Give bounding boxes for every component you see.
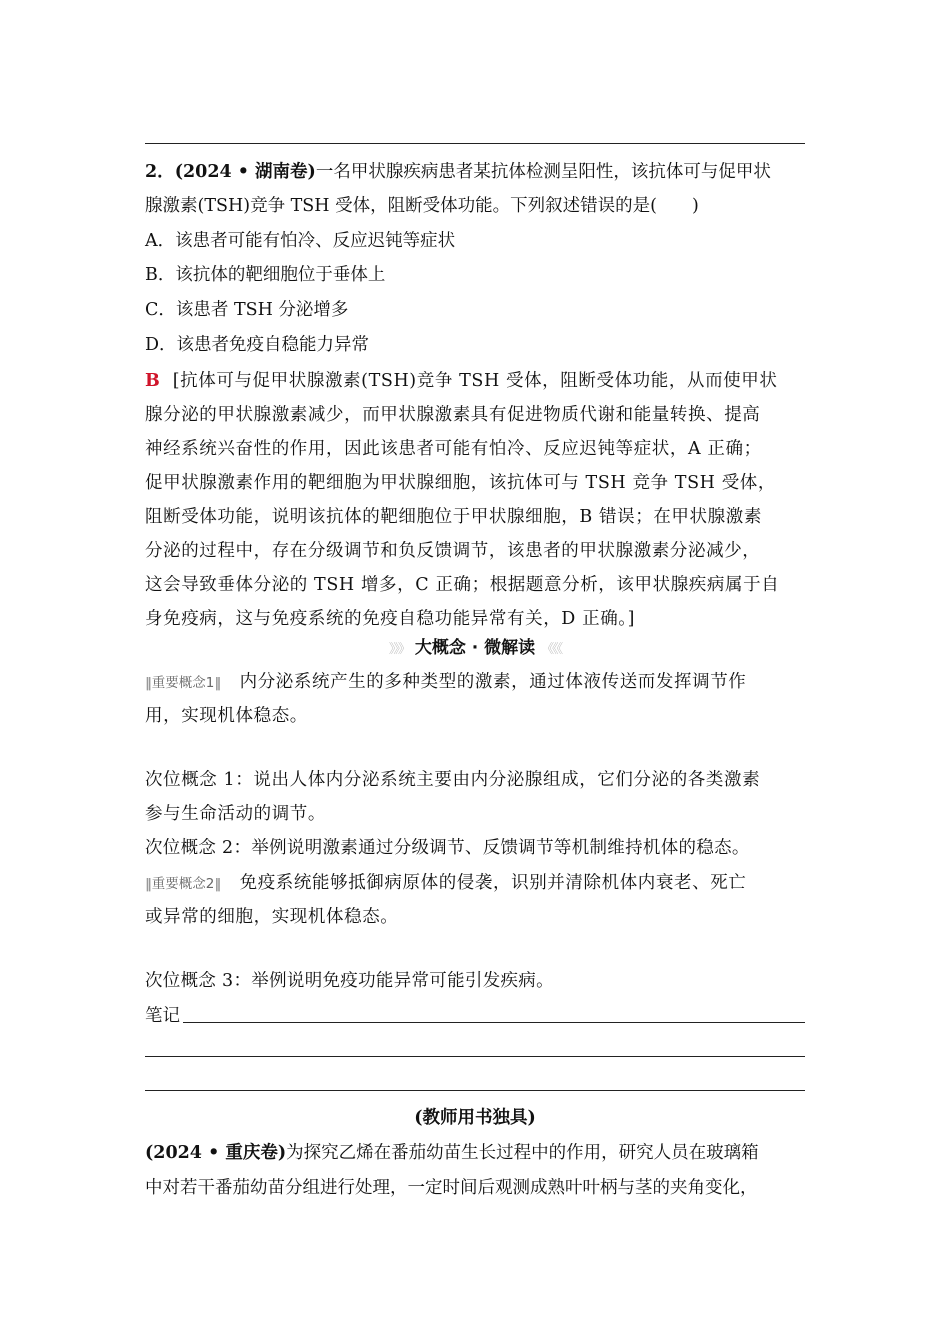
answer-line6: 分泌的过程中，存在分级调节和负反馈调节，该患者的甲状腺激素分泌减少， [145, 541, 761, 561]
option-a: A．该患者可能有怕冷、反应迟钝等症状 [145, 231, 456, 251]
answer-line7: 这会导致垂体分泌的 TSH 增多，C 正确；根据题意分析，该甲状腺疾病属于自 [145, 575, 780, 595]
concept2-badge-label: 重要概念2 [151, 876, 215, 892]
arrows-right-icon: 《《《 [541, 642, 562, 657]
concept2-badge: ‖重要概念2‖ [145, 876, 222, 892]
option-c: C．该患者 TSH 分泌增多 [145, 300, 349, 320]
answer-line1 [145, 369, 777, 393]
teacher-line2: 中对若干番茄幼苗分组进行处理，一定时间后观测成熟叶叶柄与茎的夹角变化， [145, 1178, 758, 1198]
answer-line5: 阻断受体功能，说明该抗体的靶细胞位于甲状腺细胞，B 错误；在甲状腺激素 [145, 507, 762, 527]
notes-label: 笔记 [145, 1006, 180, 1026]
answer-text1: [抗体可与促甲状腺激素(TSH)竞争 TSH 受体，阻断受体功能，从而使甲状 [172, 371, 778, 391]
answer-line4: 促甲状腺激素作用的靶细胞为甲状腺细胞，该抗体可与 TSH 竞争 TSH 受体， [145, 473, 776, 493]
option-d: D．该患者免疫自稳能力异常 [145, 335, 370, 355]
question-number: 2． [145, 162, 175, 182]
answer-line2: 腺分泌的甲状腺激素减少，而甲状腺激素具有促进物质代谢和能量转换、提高 [145, 405, 761, 425]
teacher-source: (2024 • 重庆卷) [145, 1143, 287, 1163]
sub-concept1-line1: 次位概念 1：说出人体内分泌系统主要由内分泌腺组成，它们分泌的各类激素 [145, 770, 761, 790]
notes-line3[interactable] [145, 1090, 805, 1091]
question-source: (2024 • 湖南卷) [174, 162, 316, 182]
option-b: B．该抗体的靶细胞位于垂体上 [145, 265, 386, 285]
concept1-line2: 用，实现机体稳态。 [145, 706, 308, 726]
question-stem-line1 [145, 160, 771, 184]
top-rule [145, 143, 805, 144]
concept2-line2: 或异常的细胞，实现机体稳态。 [145, 907, 399, 927]
concept1-text1: 内分泌系统产生的多种类型的激素，通过体液传送而发挥调节作 [239, 672, 747, 692]
notes-line2[interactable] [145, 1056, 805, 1057]
section-heading [0, 636, 950, 662]
teacher-heading: (教师用书独具) [414, 1108, 536, 1128]
concept1-line1 [145, 670, 746, 695]
notes-line1[interactable] [183, 1022, 805, 1023]
question-stem-line2: 腺激素(TSH)竞争 TSH 受体，阻断受体功能。下列叙述错误的是( ) [145, 196, 699, 216]
concept2-text1: 免疫系统能够抵御病原体的侵袭，识别并清除机体内衰老、死亡 [239, 873, 747, 893]
teacher-line1 [145, 1141, 759, 1165]
concept2-line1 [145, 871, 746, 896]
sub-concept3: 次位概念 3：举例说明免疫功能异常可能引发疾病。 [145, 971, 554, 991]
answer-key: B [145, 371, 161, 391]
teacher-text1: 为探究乙烯在番茄幼苗生长过程中的作用，研究人员在玻璃箱 [286, 1143, 759, 1163]
arrows-left-icon: 》》》 [388, 642, 409, 657]
answer-line8: 身免疫病，这与免疫系统的免疫自稳功能异常有关，D 正确。] [145, 609, 636, 629]
sub-concept2: 次位概念 2：举例说明激素通过分级调节、反馈调节等机制维持机体的稳态。 [145, 838, 750, 858]
concept1-badge-label: 重要概念1 [151, 675, 215, 691]
concept1-badge: ‖重要概念1‖ [145, 675, 222, 691]
question-stem-text1: 一名甲状腺疾病患者某抗体检测呈阳性，该抗体可与促甲状 [315, 162, 771, 182]
section-title: 大概念 · 微解读 [414, 638, 536, 658]
answer-line3: 神经系统兴奋性的作用，因此该患者可能有怕冷、反应迟钝等症状，A 正确； [145, 439, 762, 459]
sub-concept1-line2: 参与生命活动的调节。 [145, 804, 326, 824]
